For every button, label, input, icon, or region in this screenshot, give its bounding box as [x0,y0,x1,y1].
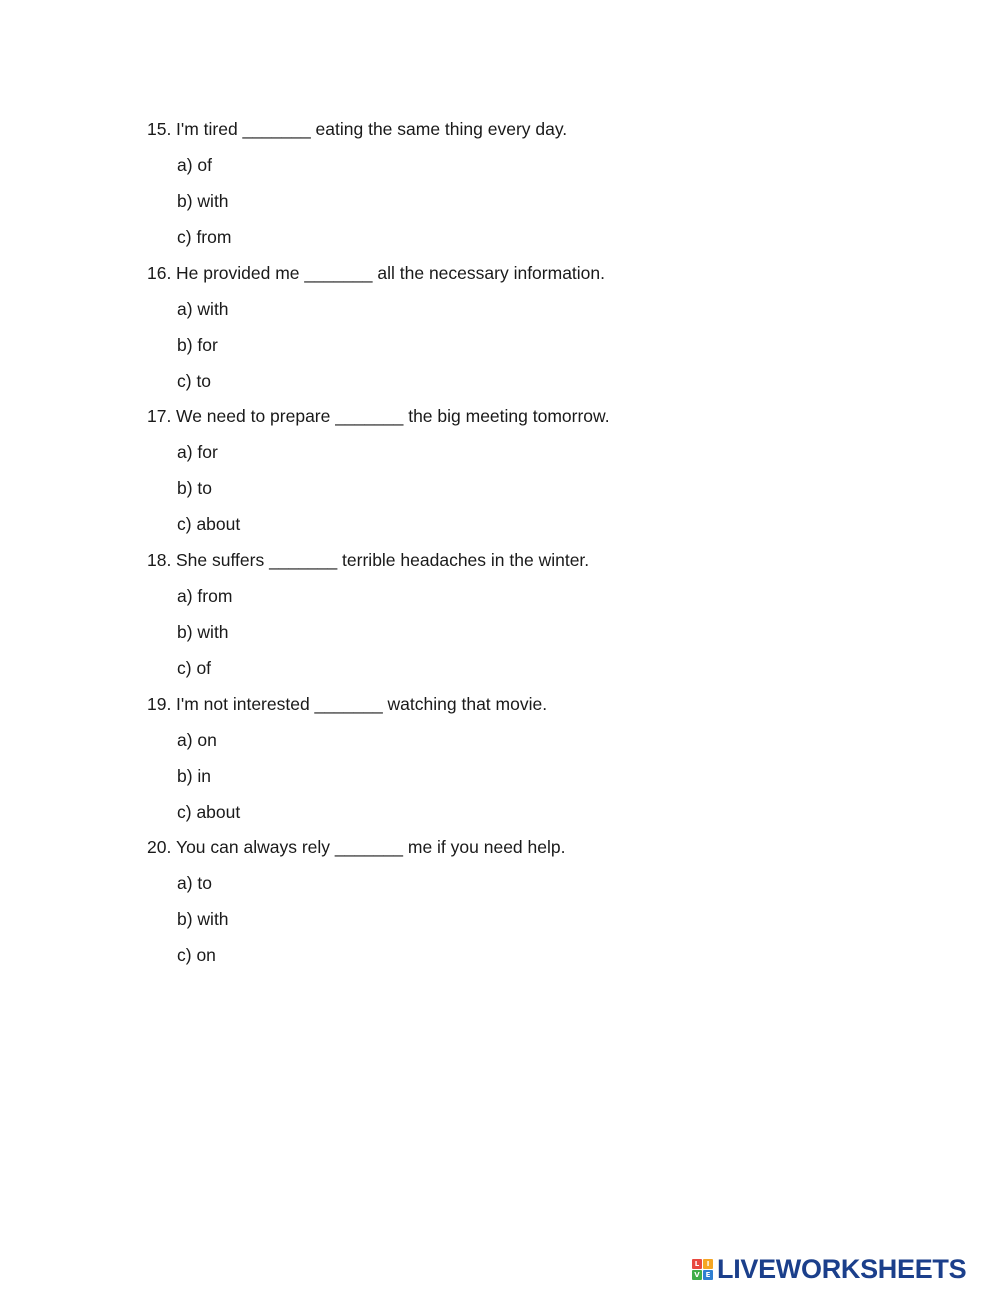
option-18-b[interactable]: b) with [177,622,229,642]
option-20-b[interactable]: b) with [177,909,229,929]
question-text: You can always rely _______ me if you need help. [176,837,566,857]
option-16-b[interactable]: b) for [177,335,218,355]
question-text: I'm not interested _______ watching that movie. [176,694,548,714]
question-number: 18. [147,550,172,570]
question-number: 20. [147,837,172,857]
option-15-b[interactable]: b) with [177,191,229,211]
question-text: We need to prepare _______ the big meeting tomorrow. [176,406,610,426]
option-18-a[interactable]: a) from [177,586,233,606]
logo-cell-l: L [692,1259,702,1269]
option-15-a[interactable]: a) of [177,155,213,175]
option-16-c[interactable]: c) to [177,371,212,391]
logo-cell-i: I [703,1259,713,1269]
option-20-a[interactable]: a) to [177,873,213,893]
option-17-b[interactable]: b) to [177,478,213,498]
option-20-c[interactable]: c) on [177,945,216,965]
option-19-a[interactable]: a) on [177,730,217,750]
option-15-c[interactable]: c) from [177,227,232,247]
question-number: 16. [147,263,172,283]
question-text: I'm tired _______ eating the same thing every day. [176,119,568,139]
question-text: He provided me _______ all the necessary information. [176,263,605,283]
question-number: 19. [147,694,172,714]
liveworksheets-logo [692,1254,966,1284]
question-15 [147,118,567,140]
question-18 [147,549,589,571]
question-20 [147,836,565,858]
logo-cell-v: V [692,1270,702,1280]
option-17-c[interactable]: c) about [177,514,241,534]
option-19-b[interactable]: b) in [177,766,212,786]
question-number: 15. [147,119,172,139]
option-17-a[interactable]: a) for [177,442,218,462]
question-19 [147,693,547,715]
question-16 [147,262,605,284]
logo-text: LIVEWORKSHEETS [717,1254,967,1284]
logo-mark-icon [692,1259,713,1280]
option-18-c[interactable]: c) of [177,658,212,678]
question-text: She suffers _______ terrible headaches in the winter. [176,550,590,570]
question-number: 17. [147,406,172,426]
logo-cell-e: E [703,1270,713,1280]
option-16-a[interactable]: a) with [177,299,229,319]
option-19-c[interactable]: c) about [177,802,241,822]
question-17 [147,405,610,427]
